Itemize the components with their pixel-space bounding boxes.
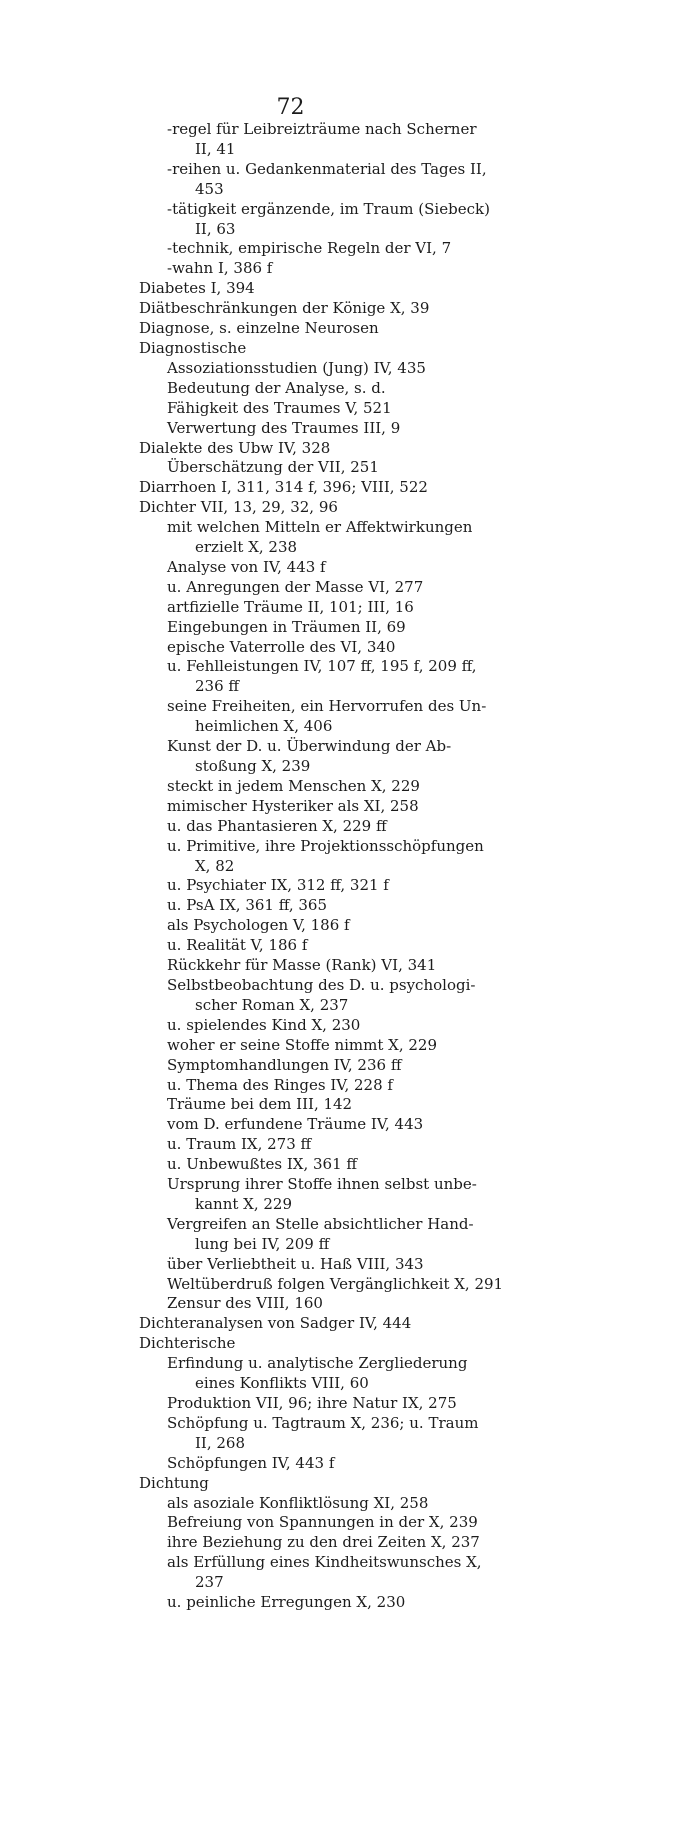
index-subentry: Assoziationsstudien (Jung) IV, 435: [167, 358, 426, 377]
index-entry-continuation: heimlichen X, 406: [195, 717, 333, 736]
index-subentry: Befreiung von Spannungen in der X, 239: [167, 1513, 478, 1532]
index-entry-continuation: 236 ff: [195, 677, 240, 696]
index-entry-continuation: lung bei IV, 209 ff: [195, 1234, 330, 1253]
index-subentry: Produktion VII, 96; ihre Natur IX, 275: [167, 1394, 457, 1412]
index-subentry: Schöpfungen IV, 443 f: [167, 1453, 335, 1472]
index-headword: Dichtung: [139, 1473, 209, 1492]
index-headword: Diarrhoen I, 311, 314 f, 396; VIII, 522: [139, 478, 428, 497]
index-subentry: Ursprung ihrer Stoffe ihnen selbst unbe-: [167, 1175, 477, 1194]
index-subentry: Träume bei dem III, 142: [167, 1095, 353, 1114]
index-subentry: -wahn I, 386 f: [167, 259, 273, 278]
index-subentry: als Erfüllung eines Kindheitswunsches X,: [167, 1553, 482, 1572]
index-subentry: Bedeutung der Analyse, s. d.: [167, 378, 386, 397]
index-subentry: Schöpfung u. Tagtraum X, 236; u. Traum: [167, 1413, 479, 1432]
index-subentry: Symptomhandlungen IV, 236 ff: [167, 1055, 402, 1074]
index-entry-continuation: II, 41: [195, 139, 236, 158]
index-subentry: ihre Beziehung zu den drei Zeiten X, 237: [167, 1533, 480, 1552]
index-subentry: -tätigkeit ergänzende, im Traum (Siebeck): [167, 199, 490, 218]
index-subentry: u. Primitive, ihre Projektionsschöpfungen: [167, 836, 484, 855]
index-subentry: Eingebungen in Träumen II, 69: [167, 617, 406, 636]
index-headword: Diagnose, s. einzelne Neurosen: [139, 319, 379, 338]
index-headword: Diabetes I, 394: [139, 279, 255, 298]
index-subentry: u. Realität V, 186 f: [167, 936, 308, 955]
index-subentry: Verwertung des Traumes III, 9: [167, 418, 401, 437]
index-entry-continuation: 237: [195, 1573, 224, 1592]
index-subentry: Erfindung u. analytische Zergliederung: [167, 1354, 468, 1373]
index-subentry: Überschätzung der VII, 251: [167, 458, 379, 477]
index-subentry: Zensur des VIII, 160: [167, 1294, 323, 1313]
index-entry-continuation: eines Konflikts VIII, 60: [195, 1374, 369, 1393]
index-subentry: -regel für Leibreizträume nach Scherner: [167, 120, 477, 138]
index-subentry: als asoziale Konfliktlösung XI, 258: [167, 1493, 429, 1512]
index-subentry: artfizielle Träume II, 101; III, 16: [167, 597, 414, 616]
index-entry-continuation: X, 82: [195, 856, 235, 875]
index-headword: Dichterische: [139, 1334, 236, 1353]
index-subentry: Selbstbeobachtung des D. u. psychologi-: [167, 975, 476, 994]
index-subentry: -reihen u. Gedankenmaterial des Tages II,: [167, 159, 487, 178]
index-subentry: u. das Phantasieren X, 229 ff: [167, 816, 387, 835]
index-subentry: steckt in jedem Menschen X, 229: [167, 776, 420, 795]
index-subentry: als Psychologen V, 186 f: [167, 916, 350, 935]
index-entry-continuation: 453: [195, 179, 224, 198]
index-entry-list: [139, 120, 559, 1613]
index-subentry: Kunst der D. u. Überwindung der Ab-: [167, 737, 452, 756]
index-subentry: u. Traum IX, 273 ff: [167, 1135, 312, 1154]
index-subentry: u. peinliche Erregungen X, 230: [167, 1593, 406, 1612]
index-subentry: u. Thema des Ringes IV, 228 f: [167, 1075, 393, 1094]
index-subentry: Analyse von IV, 443 f: [167, 557, 326, 576]
index-subentry: Fähigkeit des Traumes V, 521: [167, 398, 392, 417]
index-subentry: u. Anregungen der Masse VI, 277: [167, 577, 424, 596]
index-subentry: -technik, empirische Regeln der VI, 7: [167, 239, 452, 258]
index-subentry: u. Fehlleistungen IV, 107 ff, 195 f, 209 ff,: [167, 657, 477, 676]
index-subentry: mit welchen Mitteln er Affektwirkungen: [167, 518, 473, 537]
index-entry-continuation: II, 268: [195, 1433, 246, 1452]
index-headword: Dialekte des Ubw IV, 328: [139, 438, 331, 457]
index-entry-continuation: stoßung X, 239: [195, 757, 311, 775]
page-number: 72: [276, 95, 305, 120]
index-subentry: u. Psychiater IX, 312 ff, 321 f: [167, 876, 389, 895]
index-subentry: u. spielendes Kind X, 230: [167, 1015, 361, 1034]
index-subentry: Vergreifen an Stelle absichtlicher Hand-: [167, 1214, 474, 1233]
index-subentry: u. PsA IX, 361 ff, 365: [167, 896, 328, 915]
index-subentry: mimischer Hysteriker als XI, 258: [167, 796, 419, 815]
index-subentry: epische Vaterrolle des VI, 340: [167, 637, 396, 656]
index-entry-continuation: scher Roman X, 237: [195, 995, 349, 1014]
index-entry-continuation: II, 63: [195, 219, 236, 238]
index-subentry: u. Unbewußtes IX, 361 ff: [167, 1155, 358, 1174]
index-entry-continuation: kannt X, 229: [195, 1194, 292, 1213]
index-entry-continuation: erzielt X, 238: [195, 538, 298, 557]
index-headword: Dichter VII, 13, 29, 32, 96: [139, 498, 338, 517]
index-subentry: woher er seine Stoffe nimmt X, 229: [167, 1035, 438, 1054]
index-headword: Diagnostische: [139, 338, 247, 357]
index-subentry: seine Freiheiten, ein Hervorrufen des Un-: [167, 697, 487, 716]
index-subentry: Weltüberdruß folgen Vergänglichkeit X, 291: [167, 1274, 504, 1293]
index-headword: Dichteranalysen von Sadger IV, 444: [139, 1314, 412, 1333]
index-subentry: Rückkehr für Masse (Rank) VI, 341: [167, 956, 437, 975]
index-subentry: über Verliebtheit u. Haß VIII, 343: [167, 1254, 424, 1273]
index-headword: Diätbeschränkungen der Könige X, 39: [139, 299, 430, 318]
index-subentry: vom D. erfundene Träume IV, 443: [167, 1115, 424, 1134]
